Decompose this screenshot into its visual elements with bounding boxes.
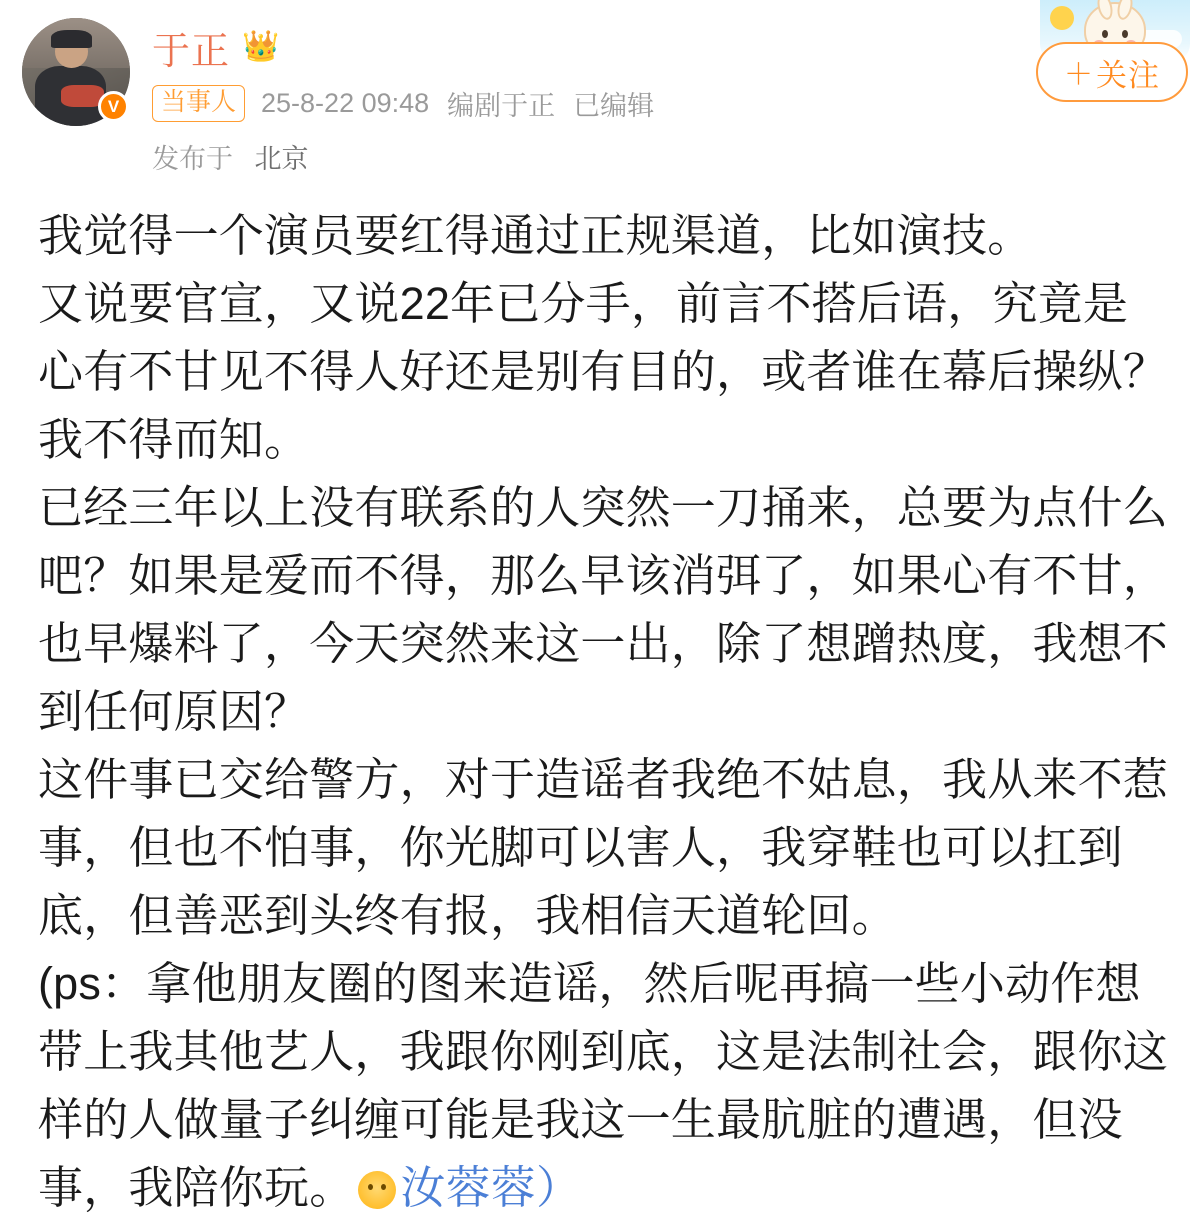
post-paragraph-text: (ps：拿他朋友圈的图来造谣，然后呢再搞一些小动作想带上我其他艺人，我跟你刚到底，这是法制社会，跟你这样的人做量子纠缠可能是我这一生最肮脏的遭遇，但没事，我陪你玩。	[38, 958, 1169, 1213]
location-label: 发布于	[152, 144, 233, 174]
location-value: 北京	[254, 144, 309, 174]
post-paragraph: 我觉得一个演员要红得通过正规渠道，比如演技。	[38, 210, 1033, 261]
post-paragraph: 已经三年以上没有联系的人突然一刀捅来，总要为点什么吧？如果是爱而不得，那么早该消弭了，如果心有不甘，也早爆料了，今天突然来这一出，除了想蹭热度，我想不到任何原因？	[38, 482, 1169, 737]
post-paragraph	[38, 950, 1168, 1222]
follow-button-label: 关注	[1096, 57, 1160, 93]
avatar[interactable]	[22, 18, 130, 126]
header-right	[967, 0, 1202, 120]
post-timestamp: 25-8-22 09:48	[261, 88, 430, 118]
follow-button[interactable]	[1036, 42, 1188, 102]
plus-icon: ＋	[1063, 58, 1094, 91]
post-paragraph-text: 汝蓉蓉）	[400, 1162, 582, 1213]
doge-emoji-icon	[358, 1171, 396, 1209]
party-tag[interactable]: 当事人	[152, 85, 245, 122]
post-paragraph: 这件事已交给警方，对于造谣者我绝不姑息，我从来不惹事，但也不怕事，你光脚可以害人，我穿鞋也可以扛到底，但善恶到头终有报，我相信天道轮回。	[38, 754, 1169, 941]
post-source[interactable]: 编剧于正	[447, 91, 556, 121]
post-location	[152, 137, 1184, 176]
crown-icon: 👑	[242, 30, 280, 63]
post-paragraph: 又说要官宣，又说22年已分手，前言不搭后语，究竟是心有不甘见不得人好还是别有目的，或者谁在幕后操纵？我不得而知。	[38, 278, 1169, 465]
post-edited-flag: 已编辑	[573, 91, 655, 121]
verified-badge-icon: V	[98, 91, 129, 122]
author-name[interactable]: 于正	[152, 30, 231, 73]
post-content	[0, 202, 1202, 1222]
